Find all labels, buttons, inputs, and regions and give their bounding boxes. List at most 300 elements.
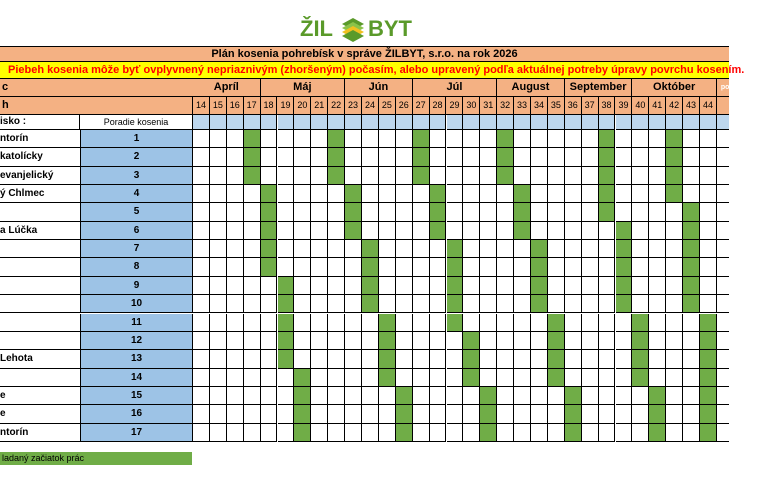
- mowing-order: 5: [80, 203, 193, 221]
- week-cell-empty: [514, 405, 531, 423]
- week-cell-empty: [616, 350, 633, 368]
- week-cell-empty: [244, 240, 261, 258]
- week-number: 27: [413, 97, 430, 115]
- week-cell-empty: [430, 369, 447, 387]
- week-cell-empty: [311, 167, 328, 185]
- week-cell-empty: [227, 258, 244, 276]
- scheduled-week-cell: [548, 369, 565, 387]
- week-cell-empty: [497, 222, 514, 240]
- week-cell-empty: [345, 148, 362, 166]
- week-cell-empty: [683, 332, 700, 350]
- week-cell-empty: [463, 387, 480, 405]
- week-cell-empty: [311, 369, 328, 387]
- week-cell-empty: [227, 424, 244, 442]
- week-cell-empty: [514, 387, 531, 405]
- week-number: 18: [261, 97, 278, 115]
- week-cell-empty: [480, 203, 497, 221]
- scheduled-week-cell: [599, 203, 616, 221]
- week-cell-empty: [328, 295, 345, 313]
- row-note-cell: [717, 148, 729, 166]
- week-cell-empty: [666, 295, 683, 313]
- week-cell-empty: [345, 130, 362, 148]
- week-cell-empty: [430, 387, 447, 405]
- week-number: 36: [565, 97, 582, 115]
- scheduled-week-cell: [430, 185, 447, 203]
- week-number: 21: [311, 97, 328, 115]
- week-cell-empty: [582, 295, 599, 313]
- week-cell-empty: [582, 405, 599, 423]
- row-note-cell: [717, 424, 729, 442]
- week-cell-empty: [362, 203, 379, 221]
- week-cell-empty: [480, 130, 497, 148]
- scheduled-week-cell: [430, 222, 447, 240]
- cemetery-name: [0, 258, 80, 276]
- week-cell-empty: [632, 295, 649, 313]
- scheduled-week-cell: [649, 405, 666, 423]
- week-cell-empty: [430, 405, 447, 423]
- scheduled-week-cell: [261, 185, 278, 203]
- week-cell-empty: [294, 203, 311, 221]
- row-note-cell: [717, 295, 729, 313]
- week-cell-empty: [565, 148, 582, 166]
- month-label: Máj: [261, 79, 346, 97]
- week-cell-empty: [430, 350, 447, 368]
- week-cell-empty: [616, 387, 633, 405]
- week-cell-empty: [210, 405, 227, 423]
- week-cell-empty: [616, 424, 633, 442]
- week-cell-empty: [531, 387, 548, 405]
- week-cell-empty: [565, 277, 582, 295]
- week-cell-empty: [311, 295, 328, 313]
- header-strip-cell: [430, 115, 447, 130]
- scheduled-week-cell: [531, 240, 548, 258]
- week-cell-empty: [480, 369, 497, 387]
- scheduled-week-cell: [278, 314, 295, 332]
- week-cell-empty: [548, 405, 565, 423]
- week-cell-empty: [193, 405, 210, 423]
- week-cell-empty: [261, 350, 278, 368]
- week-cell-empty: [582, 222, 599, 240]
- week-cell-empty: [582, 332, 599, 350]
- row-note-cell: [717, 222, 729, 240]
- week-cell-empty: [379, 258, 396, 276]
- week-number: 42: [666, 97, 683, 115]
- week-cell-empty: [278, 222, 295, 240]
- week-cell-empty: [311, 332, 328, 350]
- week-cell-empty: [463, 167, 480, 185]
- week-cell-empty: [379, 148, 396, 166]
- cemetery-name: ý Chlmec: [0, 185, 80, 203]
- scheduled-week-cell: [278, 332, 295, 350]
- week-cell-empty: [666, 424, 683, 442]
- week-cell-empty: [294, 350, 311, 368]
- scheduled-week-cell: [244, 130, 261, 148]
- week-cell-empty: [463, 130, 480, 148]
- week-cell-empty: [531, 424, 548, 442]
- week-cell-empty: [447, 350, 464, 368]
- row-note-cell: [717, 277, 729, 295]
- scheduled-week-cell: [328, 148, 345, 166]
- header-strip-cell: [261, 115, 278, 130]
- scheduled-week-cell: [497, 148, 514, 166]
- week-cell-empty: [649, 185, 666, 203]
- mowing-order: 4: [80, 185, 193, 203]
- week-cell-empty: [362, 167, 379, 185]
- week-number: 44: [700, 97, 717, 115]
- week-cell-empty: [599, 424, 616, 442]
- week-cell-empty: [193, 424, 210, 442]
- week-cell-empty: [278, 240, 295, 258]
- row-note-cell: [717, 314, 729, 332]
- week-cell-empty: [328, 203, 345, 221]
- scheduled-week-cell: [294, 387, 311, 405]
- scheduled-week-cell: [599, 130, 616, 148]
- week-header-lead: h: [2, 99, 9, 111]
- scheduled-week-cell: [447, 240, 464, 258]
- week-cell-empty: [396, 240, 413, 258]
- week-cell-empty: [447, 332, 464, 350]
- week-cell-empty: [294, 240, 311, 258]
- mowing-order: 10: [80, 295, 193, 313]
- week-number: 33: [514, 97, 531, 115]
- scheduled-week-cell: [345, 185, 362, 203]
- week-cell-empty: [430, 424, 447, 442]
- weather-warning: Piebeh kosenia môže byť ovplyvnený nepriaznivým (zhoršeným) počasím, alebo upravený podľa aktuálnej potreby úpravy povrchu kosením.: [0, 62, 729, 79]
- mowing-order: 15: [80, 387, 193, 405]
- week-cell-empty: [649, 295, 666, 313]
- week-cell-empty: [261, 332, 278, 350]
- week-cell-empty: [514, 240, 531, 258]
- week-cell-empty: [210, 369, 227, 387]
- scheduled-week-cell: [599, 185, 616, 203]
- week-cell-empty: [210, 387, 227, 405]
- cemetery-name: [0, 332, 80, 350]
- week-cell-empty: [294, 295, 311, 313]
- week-cell-empty: [683, 167, 700, 185]
- scheduled-week-cell: [294, 369, 311, 387]
- scheduled-week-cell: [396, 424, 413, 442]
- week-cell-empty: [210, 295, 227, 313]
- header-strip-cell: [379, 115, 396, 130]
- scheduled-week-cell: [531, 258, 548, 276]
- scheduled-week-cell: [463, 332, 480, 350]
- week-cell-empty: [328, 405, 345, 423]
- month-label: Apríl: [193, 79, 261, 97]
- week-cell-empty: [193, 369, 210, 387]
- cemetery-name: [0, 314, 80, 332]
- header-strip-cell: [531, 115, 548, 130]
- month-label: September: [565, 79, 633, 97]
- week-cell-empty: [396, 185, 413, 203]
- week-cell-empty: [616, 332, 633, 350]
- scheduled-week-cell: [430, 203, 447, 221]
- week-cell-empty: [514, 167, 531, 185]
- week-cell-empty: [649, 277, 666, 295]
- logo-right-text: BYT: [368, 16, 412, 41]
- week-cell-empty: [599, 369, 616, 387]
- week-cell-empty: [447, 148, 464, 166]
- scheduled-week-cell: [328, 130, 345, 148]
- header-strip-cell: [666, 115, 683, 130]
- week-cell-empty: [193, 277, 210, 295]
- week-cell-empty: [396, 277, 413, 295]
- week-cell-empty: [599, 332, 616, 350]
- week-cell-empty: [328, 350, 345, 368]
- scheduled-week-cell: [261, 203, 278, 221]
- mowing-order: 7: [80, 240, 193, 258]
- week-number: 39: [616, 97, 633, 115]
- week-cell-empty: [497, 424, 514, 442]
- month-label: August: [497, 79, 565, 97]
- week-cell-empty: [193, 167, 210, 185]
- week-cell-empty: [430, 240, 447, 258]
- week-cell-empty: [294, 167, 311, 185]
- week-number: 20: [294, 97, 311, 115]
- week-cell-empty: [582, 148, 599, 166]
- week-cell-empty: [227, 295, 244, 313]
- week-cell-empty: [244, 332, 261, 350]
- week-cell-empty: [362, 387, 379, 405]
- scheduled-week-cell: [683, 240, 700, 258]
- week-cell-empty: [261, 148, 278, 166]
- week-cell-empty: [531, 130, 548, 148]
- week-cell-empty: [278, 185, 295, 203]
- week-cell-empty: [227, 148, 244, 166]
- week-cell-empty: [413, 240, 430, 258]
- scheduled-week-cell: [683, 203, 700, 221]
- week-cell-empty: [463, 222, 480, 240]
- week-cell-empty: [244, 295, 261, 313]
- week-cell-empty: [345, 167, 362, 185]
- week-cell-empty: [514, 295, 531, 313]
- week-cell-empty: [328, 369, 345, 387]
- week-cell-empty: [278, 167, 295, 185]
- scheduled-week-cell: [396, 405, 413, 423]
- week-cell-empty: [261, 424, 278, 442]
- header-strip-cell: [294, 115, 311, 130]
- week-cell-empty: [683, 424, 700, 442]
- header-strip-cell: [413, 115, 430, 130]
- scheduled-week-cell: [565, 387, 582, 405]
- week-cell-empty: [531, 222, 548, 240]
- week-cell-empty: [193, 203, 210, 221]
- week-cell-empty: [649, 314, 666, 332]
- header-strip-cell: [328, 115, 345, 130]
- week-cell-empty: [514, 332, 531, 350]
- week-cell-empty: [649, 222, 666, 240]
- week-cell-empty: [480, 350, 497, 368]
- week-cell-empty: [548, 295, 565, 313]
- week-cell-empty: [497, 350, 514, 368]
- scheduled-week-cell: [345, 222, 362, 240]
- week-cell-empty: [531, 203, 548, 221]
- week-cell-empty: [244, 277, 261, 295]
- week-cell-empty: [193, 387, 210, 405]
- week-cell-empty: [666, 240, 683, 258]
- week-cell-empty: [210, 424, 227, 442]
- week-cell-empty: [413, 424, 430, 442]
- week-number: 25: [379, 97, 396, 115]
- week-cell-empty: [447, 130, 464, 148]
- week-cell-empty: [599, 277, 616, 295]
- week-cell-empty: [632, 203, 649, 221]
- scheduled-week-cell: [447, 258, 464, 276]
- week-cell-empty: [294, 222, 311, 240]
- scheduled-week-cell: [548, 350, 565, 368]
- week-cell-empty: [261, 314, 278, 332]
- week-cell-empty: [632, 405, 649, 423]
- week-cell-empty: [345, 369, 362, 387]
- cemetery-name: [0, 203, 80, 221]
- week-cell-empty: [463, 295, 480, 313]
- month-label: Október: [632, 79, 717, 97]
- week-cell-empty: [362, 314, 379, 332]
- week-cell-empty: [362, 332, 379, 350]
- header-strip-cell: [599, 115, 616, 130]
- week-cell-empty: [311, 350, 328, 368]
- scheduled-week-cell: [328, 167, 345, 185]
- row-note-cell: [717, 405, 729, 423]
- week-cell-empty: [632, 387, 649, 405]
- week-cell-empty: [582, 258, 599, 276]
- week-cell-empty: [582, 314, 599, 332]
- scheduled-week-cell: [531, 277, 548, 295]
- week-cell-empty: [193, 350, 210, 368]
- week-cell-empty: [413, 203, 430, 221]
- week-cell-empty: [396, 350, 413, 368]
- scheduled-week-cell: [278, 295, 295, 313]
- week-cell-empty: [430, 148, 447, 166]
- week-cell-empty: [447, 167, 464, 185]
- week-grid-left-border: [192, 97, 193, 115]
- header-strip-cell: [278, 115, 295, 130]
- week-cell-empty: [261, 387, 278, 405]
- scheduled-week-cell: [616, 222, 633, 240]
- week-cell-empty: [548, 185, 565, 203]
- week-cell-empty: [345, 277, 362, 295]
- week-cell-empty: [227, 185, 244, 203]
- scheduled-week-cell: [413, 167, 430, 185]
- scheduled-week-cell: [244, 148, 261, 166]
- week-cell-empty: [227, 167, 244, 185]
- scheduled-week-cell: [294, 424, 311, 442]
- week-cell-empty: [413, 314, 430, 332]
- week-cell-empty: [430, 332, 447, 350]
- week-cell-empty: [311, 203, 328, 221]
- week-cell-empty: [565, 369, 582, 387]
- scheduled-week-cell: [649, 424, 666, 442]
- week-cell-empty: [548, 167, 565, 185]
- week-cell-empty: [362, 222, 379, 240]
- week-cell-empty: [311, 130, 328, 148]
- scheduled-week-cell: [447, 277, 464, 295]
- row-note-cell: [717, 203, 729, 221]
- week-cell-empty: [548, 130, 565, 148]
- week-cell-empty: [430, 130, 447, 148]
- week-cell-empty: [497, 295, 514, 313]
- week-cell-empty: [632, 185, 649, 203]
- week-cell-empty: [582, 369, 599, 387]
- week-cell-empty: [463, 314, 480, 332]
- week-cell-empty: [193, 185, 210, 203]
- week-cell-empty: [480, 222, 497, 240]
- legend-label: ladaný začiatok prác: [2, 453, 85, 463]
- week-cell-empty: [210, 148, 227, 166]
- scheduled-week-cell: [632, 350, 649, 368]
- header-strip-cell: [362, 115, 379, 130]
- scheduled-week-cell: [261, 258, 278, 276]
- mowing-order: 11: [80, 314, 193, 332]
- week-cell-empty: [261, 130, 278, 148]
- week-cell-empty: [700, 277, 717, 295]
- row-note-cell: [717, 185, 729, 203]
- header-strip-cell: [565, 115, 582, 130]
- week-cell-empty: [548, 258, 565, 276]
- week-cell-empty: [582, 167, 599, 185]
- week-cell-empty: [278, 424, 295, 442]
- scheduled-week-cell: [294, 405, 311, 423]
- header-strip-cell: [227, 115, 244, 130]
- week-cell-empty: [311, 277, 328, 295]
- week-cell-empty: [463, 258, 480, 276]
- week-cell-empty: [210, 185, 227, 203]
- week-cell-empty: [700, 222, 717, 240]
- week-cell-empty: [227, 405, 244, 423]
- week-cell-empty: [261, 405, 278, 423]
- week-cell-empty: [463, 277, 480, 295]
- week-cell-empty: [531, 314, 548, 332]
- mowing-order: 2: [80, 148, 193, 166]
- week-cell-empty: [582, 240, 599, 258]
- cemetery-name: evanjelický: [0, 167, 80, 185]
- header-strip-cell: [396, 115, 413, 130]
- header-strip-cell: [463, 115, 480, 130]
- logo-left-text: ŽIL: [300, 16, 333, 41]
- week-cell-empty: [514, 130, 531, 148]
- week-cell-empty: [261, 167, 278, 185]
- header-strip-cell: [345, 115, 362, 130]
- week-cell-empty: [599, 258, 616, 276]
- week-cell-empty: [396, 167, 413, 185]
- scheduled-week-cell: [599, 167, 616, 185]
- week-cell-empty: [379, 185, 396, 203]
- week-cell-empty: [278, 130, 295, 148]
- scheduled-week-cell: [362, 240, 379, 258]
- week-cell-empty: [683, 350, 700, 368]
- cemetery-name: Lehota: [0, 350, 80, 368]
- scheduled-week-cell: [447, 314, 464, 332]
- week-cell-empty: [244, 222, 261, 240]
- week-number: 14: [193, 97, 210, 115]
- week-cell-empty: [328, 222, 345, 240]
- week-cell-empty: [278, 203, 295, 221]
- week-cell-empty: [396, 203, 413, 221]
- week-cell-empty: [244, 203, 261, 221]
- week-cell-empty: [632, 277, 649, 295]
- week-cell-empty: [210, 314, 227, 332]
- week-cell-empty: [447, 185, 464, 203]
- week-cell-empty: [379, 167, 396, 185]
- week-cell-empty: [480, 185, 497, 203]
- week-cell-empty: [531, 185, 548, 203]
- week-cell-empty: [599, 240, 616, 258]
- week-cell-empty: [362, 424, 379, 442]
- week-cell-empty: [278, 369, 295, 387]
- building-blocks-icon: [340, 16, 366, 42]
- week-cell-empty: [548, 277, 565, 295]
- week-number: 23: [345, 97, 362, 115]
- scheduled-week-cell: [632, 369, 649, 387]
